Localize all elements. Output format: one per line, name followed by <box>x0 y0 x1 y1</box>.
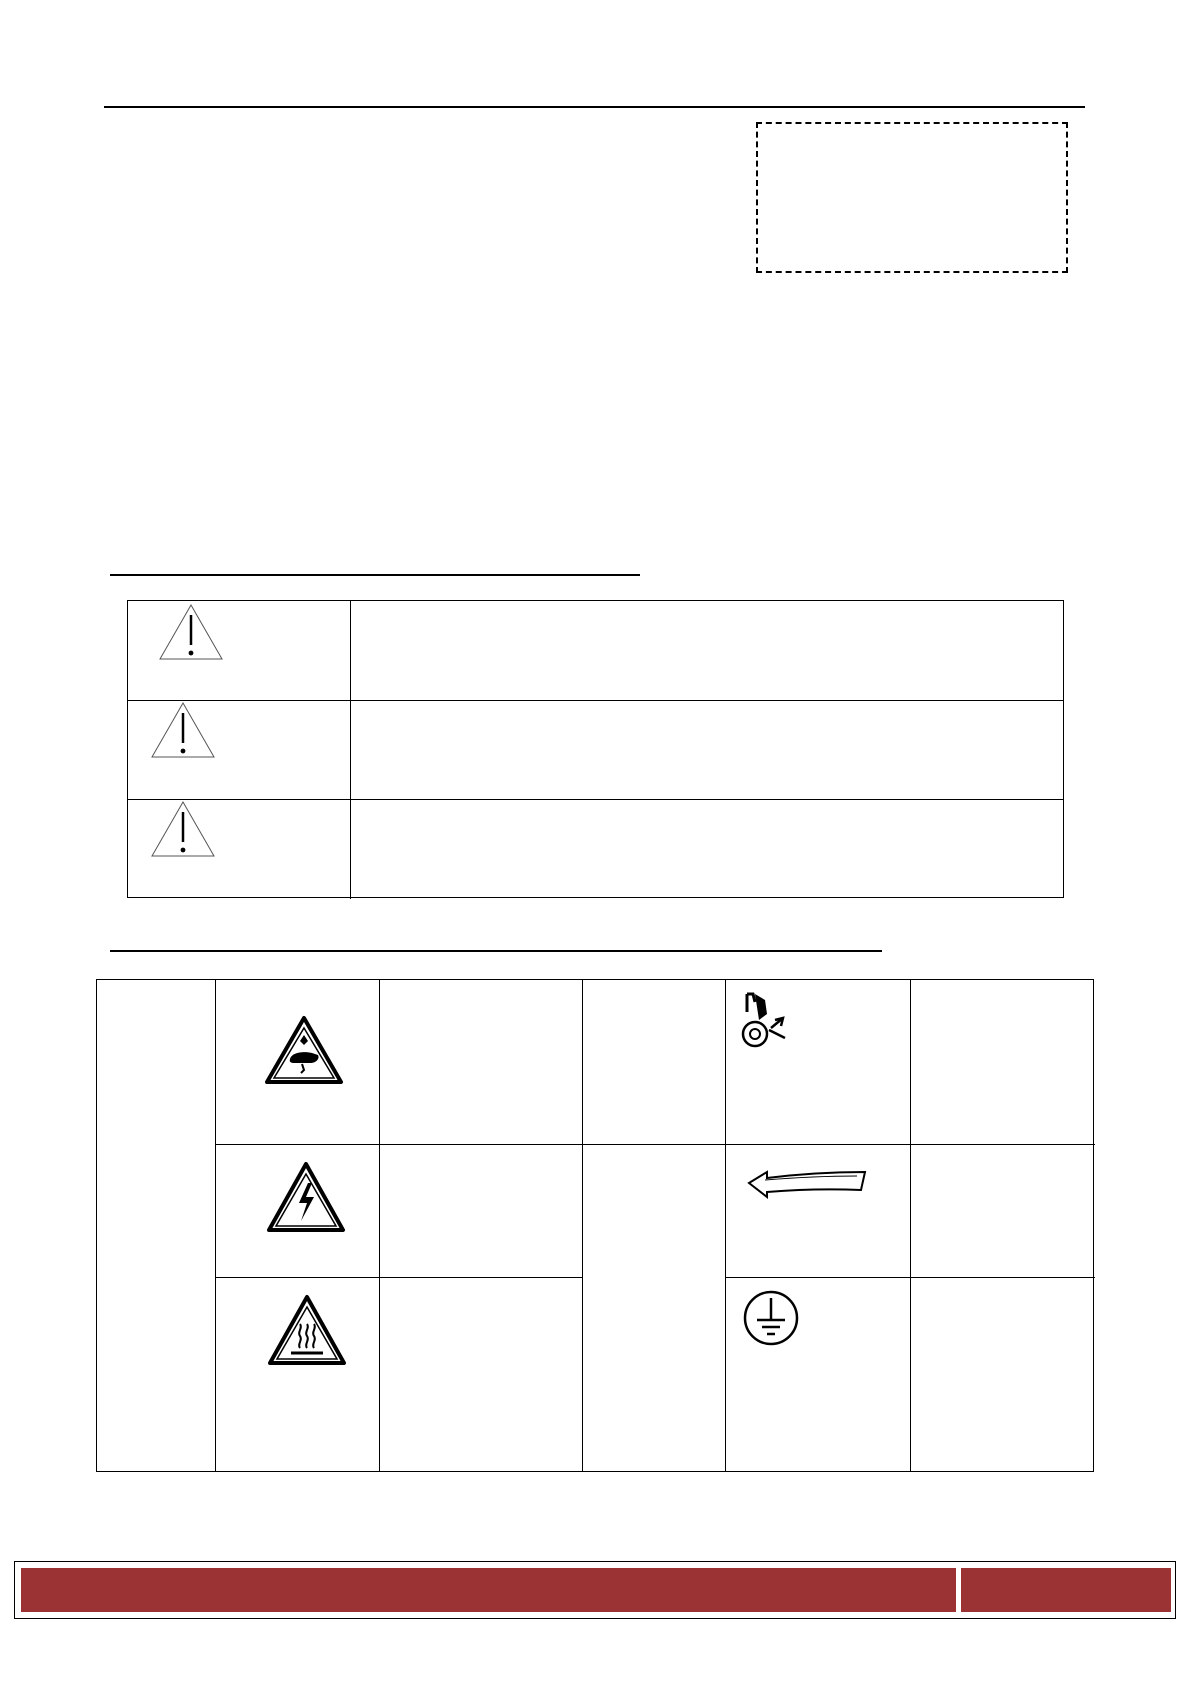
column-divider <box>910 980 911 1471</box>
row-divider <box>725 1277 1095 1278</box>
caution-triangle-icon <box>150 701 216 759</box>
row-divider <box>725 1144 1095 1145</box>
footer-page-box <box>961 1568 1171 1612</box>
column-divider <box>215 980 216 1471</box>
rotation-direction-arrow-icon <box>745 1166 871 1200</box>
protective-earth-ground-icon <box>741 1288 801 1348</box>
column-divider <box>725 980 726 1471</box>
column-divider <box>582 980 583 1471</box>
warning-row <box>128 799 1063 899</box>
column-divider <box>379 980 380 1471</box>
hand-crush-hazard-icon <box>264 1015 344 1085</box>
caution-triangle-icon <box>158 603 224 661</box>
caution-triangle-icon <box>150 800 216 858</box>
row-divider <box>582 1144 725 1145</box>
row-divider <box>215 1144 582 1145</box>
hot-surface-hazard-icon <box>267 1294 347 1366</box>
warning-column-divider <box>350 800 351 899</box>
footer-bar <box>21 1568 956 1612</box>
electric-shock-hazard-icon <box>266 1161 346 1233</box>
dashed-placeholder-box <box>756 122 1068 273</box>
warning-row <box>128 700 1063 800</box>
warnings-table <box>127 600 1064 898</box>
warning-column-divider <box>350 601 351 700</box>
row-divider <box>215 1277 582 1278</box>
warning-row <box>128 601 1063 700</box>
header-rule <box>104 106 1085 108</box>
roller-pinch-point-icon <box>735 990 799 1050</box>
section-heading-underline <box>110 950 882 952</box>
safety-symbols-table <box>96 979 1094 1472</box>
warning-column-divider <box>350 701 351 800</box>
section-heading-underline <box>110 574 640 576</box>
